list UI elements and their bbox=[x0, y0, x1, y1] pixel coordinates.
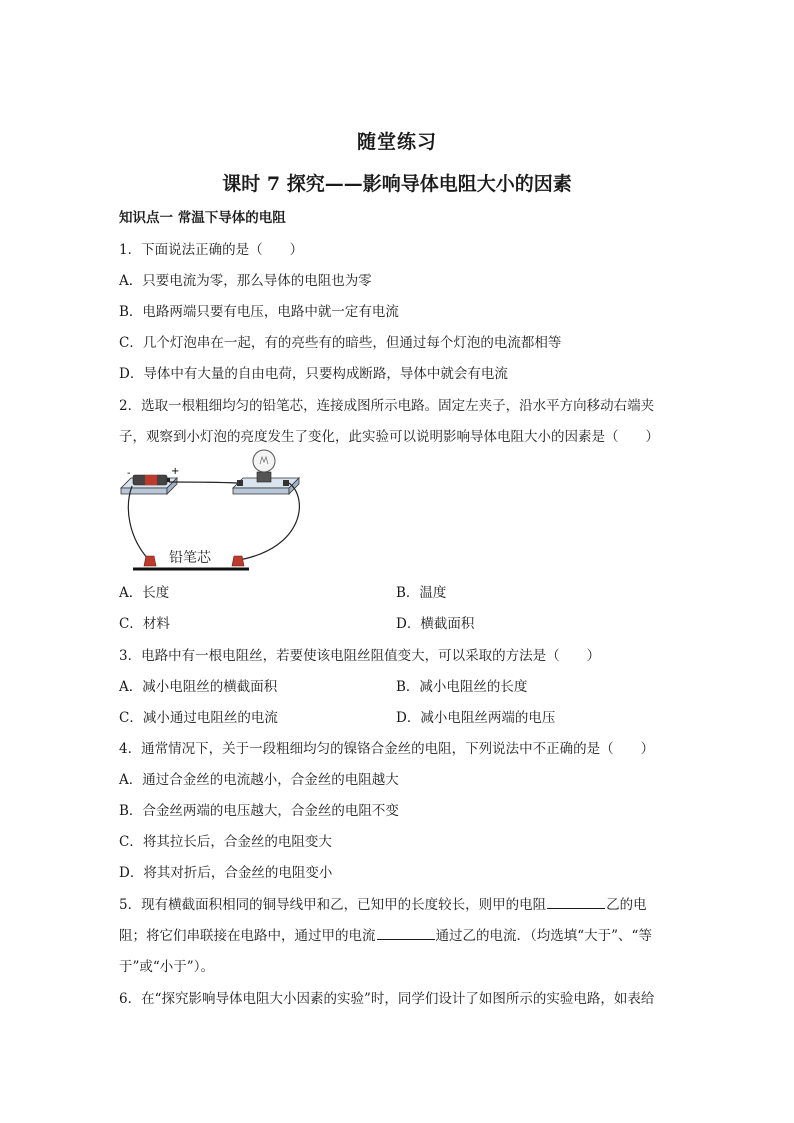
clip-right-icon bbox=[232, 556, 244, 566]
q3-option-d: D．减小电阻丝两端的电压 bbox=[396, 710, 556, 726]
lamp-socket bbox=[257, 472, 271, 482]
battery-plus-label: + bbox=[171, 466, 180, 477]
q4-option-b: B．合金丝两端的电压越大，合金丝的电阻不变 bbox=[119, 803, 399, 819]
q5-line3: 于”或“小于”）。 bbox=[119, 959, 214, 975]
q3-stem: 3．电路中有一根电阻丝，若要使该电阻丝阻值变大，可以采取的方法是（ ） bbox=[119, 648, 601, 664]
lesson-subtitle: 课时 7 探究——影响导体电阻大小的因素 bbox=[222, 173, 572, 195]
wire-middle bbox=[169, 482, 237, 483]
q4-option-d: D．将其对折后，合金丝的电阻变小 bbox=[119, 865, 333, 881]
q4-stem: 4．通常情况下，关于一段粗细均匀的镍铬合金丝的电阻，下列说法中不正确的是（ ） bbox=[119, 741, 655, 757]
battery-base-side bbox=[121, 488, 167, 494]
q4-option-c: C．将其拉长后，合金丝的电阻变大 bbox=[119, 834, 332, 850]
q6-stem: 6．在“探究影响导体电阻大小因素的实验”时，同学们设计了如图所示的实验电路，如表给 bbox=[119, 991, 655, 1007]
q1-option-b: B．电路两端只要有电压，电路中就一定有电流 bbox=[119, 304, 399, 320]
lamp-base-side bbox=[233, 488, 289, 494]
q2-stem-line1: 2．选取一根粗细均匀的铅笔芯，连接成图所示电路。固定左夹子，沿水平方向移动右端夹 bbox=[119, 398, 655, 414]
battery-band bbox=[145, 475, 157, 485]
q2-option-c: C．材料 bbox=[119, 616, 170, 632]
q1-option-c: C．几个灯泡串在一起，有的亮些有的暗些，但通过每个灯泡的电流都相等 bbox=[119, 335, 562, 351]
q5-blank-1[interactable] bbox=[547, 896, 605, 909]
clip-left-icon bbox=[144, 556, 156, 566]
q1-option-a: A．只要电流为零，那么导体的电阻也为零 bbox=[119, 273, 372, 289]
wire-left bbox=[128, 486, 149, 560]
wire-right bbox=[239, 483, 299, 560]
q5-text-2: 乙的电 bbox=[606, 897, 647, 913]
q3-option-c: C．减小通过电阻丝的电流 bbox=[119, 710, 278, 726]
q1-option-d: D．导体中有大量的自由电荷，只要构成断路，导体中就会有电流 bbox=[119, 366, 508, 382]
q2-stem-line2: 子，观察到小灯泡的亮度发生了变化，此实验可以说明影响导体电阻大小的因素是（ ） bbox=[119, 429, 659, 445]
q5-line1 bbox=[119, 893, 647, 913]
q5-line2 bbox=[119, 924, 652, 944]
lamp-clip-left bbox=[237, 480, 243, 486]
battery-terminal bbox=[167, 478, 170, 482]
q2-option-a: A．长度 bbox=[119, 585, 170, 601]
q5-blank-2[interactable] bbox=[377, 927, 435, 940]
q5-text-4: 通过乙的电流．（均选填“大于”、“等 bbox=[435, 928, 652, 944]
lamp-clip-right bbox=[283, 480, 289, 486]
q5-text-3: 阻；将它们串联接在电路中，通过甲的电流 bbox=[119, 928, 376, 944]
section-heading: 知识点一 常温下导体的电阻 bbox=[119, 210, 286, 226]
battery-minus-label: - bbox=[127, 468, 131, 479]
q1-stem: 1．下面说法正确的是（ ） bbox=[119, 242, 304, 258]
q5-text-1: 5．现有横截面积相同的铜导线甲和乙，已知甲的长度较长，则甲的电阻 bbox=[119, 897, 547, 913]
q4-option-a: A．通过合金丝的电流越小，合金丝的电阻越大 bbox=[119, 772, 399, 788]
circuit-diagram bbox=[119, 448, 319, 578]
q2-option-b: B．温度 bbox=[396, 585, 447, 601]
q3-option-b: B．减小电阻丝的长度 bbox=[396, 679, 528, 695]
page-title: 随堂练习 bbox=[356, 131, 437, 153]
pencil-lead-label: 铅笔芯 bbox=[169, 550, 211, 566]
q2-option-d: D．横截面积 bbox=[396, 616, 475, 632]
q3-option-a: A．减小电阻丝的横截面积 bbox=[119, 679, 278, 695]
